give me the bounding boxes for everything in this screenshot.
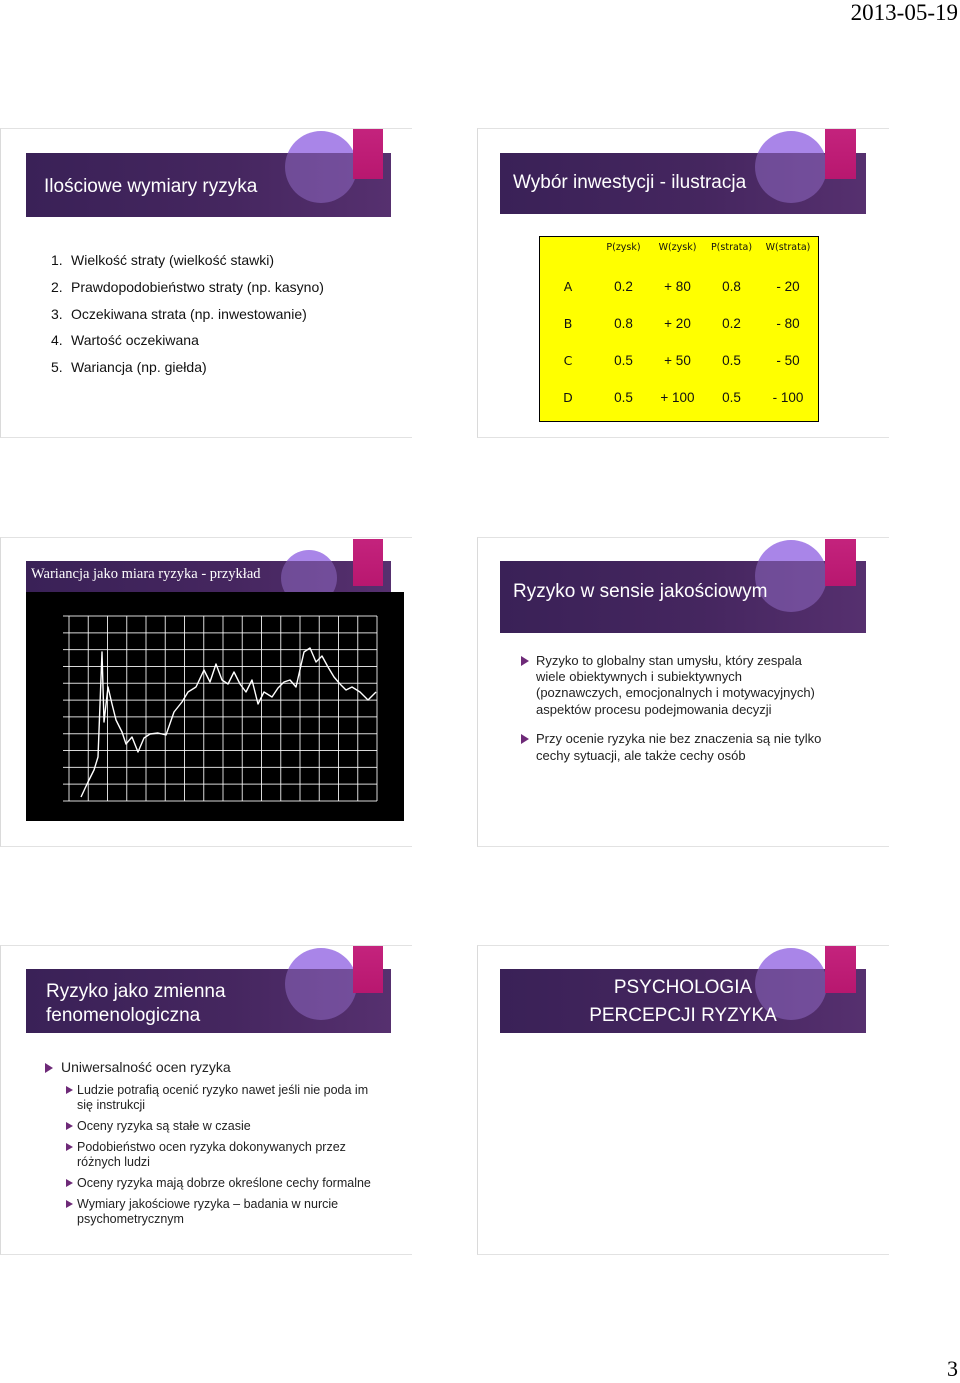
slide-title-bar — [26, 153, 391, 217]
sub-bullet-text-line: Ludzie potrafią ocenić ryzyko nawet jeśli nie poda im — [77, 1082, 369, 1097]
slide-quantitative-dimensions — [0, 128, 412, 438]
decorative-circle-overlap — [281, 561, 337, 593]
table-cell: - 80 — [776, 316, 800, 331]
accent-square — [353, 946, 383, 993]
slide-title-line: PERCEPCJI RYZYKA — [589, 1005, 777, 1026]
page-number: 3 — [947, 1356, 958, 1381]
sub-bullet-text-line: Podobieństwo ocen ryzyka dokonywanych przez — [77, 1139, 346, 1154]
decorative-circle-overlap — [285, 153, 357, 203]
sub-bullet-text-line: różnych ludzi — [77, 1154, 150, 1169]
sub-bullet-text-line: Oceny ryzyka są stałe w czasie — [77, 1118, 251, 1133]
slide-title-bar — [26, 969, 391, 1033]
list-item: Prawdopodobieństwo straty (np. kasyno) — [71, 279, 324, 295]
list-item: Wariancja (np. giełda) — [71, 359, 207, 375]
table-cell: 0.8 — [614, 316, 633, 331]
page-date: 2013-05-19 — [850, 0, 958, 25]
bullet-text-line: cechy sytuacji, ale także cechy osób — [536, 748, 746, 763]
table-header-blank — [540, 237, 596, 268]
bullet-text-line: wiele obiektywnych i subiektywnych — [536, 669, 742, 684]
sub-bullet-arrow-icon — [66, 1122, 73, 1130]
slide-title: Wariancja jako miara ryzyka - przykład — [31, 566, 261, 582]
slide-title: Ilościowe wymiary ryzyka — [44, 176, 258, 197]
sub-bullet-arrow-icon — [66, 1143, 73, 1151]
sub-bullet-arrow-icon — [66, 1086, 73, 1094]
investment-table — [539, 236, 819, 422]
table-cell: + 50 — [664, 353, 691, 368]
slide-title: Ryzyko w sensie jakościowym — [513, 581, 768, 602]
slide-investment-choice — [477, 128, 889, 438]
slide-title-bar — [500, 969, 866, 1033]
bullet-text-line: aspektów procesu podejmowania decyzji — [536, 702, 772, 717]
sub-bullet-arrow-icon — [66, 1179, 73, 1187]
table-row-label: D — [563, 390, 573, 405]
accent-square — [825, 129, 856, 179]
table-cell: 0.2 — [722, 316, 741, 331]
slide-phenomenological-risk — [0, 945, 412, 1255]
variance-chart-image — [26, 592, 404, 821]
bullet-text-line: Uniwersalność ocen ryzyka — [61, 1059, 231, 1075]
table-row-label: B — [563, 316, 573, 331]
sub-bullet-arrow-icon — [66, 1200, 73, 1208]
bullet-arrow-icon — [521, 734, 529, 744]
table-cell: + 80 — [664, 279, 691, 294]
bullet-text-line: Przy ocenie ryzyka nie bez znaczenia są nie tylko — [536, 731, 822, 746]
sub-bullet-text-line: się instrukcji — [77, 1097, 146, 1112]
list-item-number: 3. — [51, 306, 63, 322]
list-item-number: 2. — [51, 279, 63, 295]
bullet-arrow-icon — [45, 1063, 53, 1073]
bullet-text-line: (poznawczych, emocjonalnych i motywacyjnych) — [536, 685, 815, 700]
accent-square — [353, 539, 383, 586]
table-cell: 0.5 — [614, 390, 633, 405]
table-header: P(zysk) — [606, 242, 641, 253]
list-item: Oczekiwana strata (np. inwestowanie) — [71, 306, 307, 322]
accent-square — [825, 539, 856, 586]
bullet-arrow-icon — [521, 656, 529, 666]
list-item-number: 4. — [51, 332, 63, 348]
decorative-circle-overlap — [755, 153, 827, 203]
list-item: Wielkość straty (wielkość stawki) — [71, 252, 275, 268]
chart-grid — [63, 616, 377, 801]
table-cell: - 100 — [772, 390, 804, 405]
slide-variance-example — [0, 537, 412, 847]
sub-bullet-text-line: psychometrycznym — [77, 1211, 184, 1226]
table-cell: - 50 — [776, 353, 800, 368]
list-item-number: 1. — [51, 252, 63, 268]
slide-title: Wybór inwestycji - ilustracja — [513, 172, 747, 193]
slide-title-bar — [26, 561, 391, 593]
table-row-label: C — [563, 353, 573, 368]
slide-risk-perception-psychology — [477, 945, 889, 1255]
sub-bullet-text-line: Oceny ryzyka mają dobrze określone cechy formalne — [77, 1175, 371, 1190]
decorative-circle-overlap — [285, 969, 357, 1020]
table-row-label: A — [563, 279, 573, 294]
slide-qualitative-risk — [477, 537, 889, 847]
slide-title-line: Ryzyko jako zmienna — [46, 981, 226, 1002]
bullet-text-line: Ryzyko to globalny stan umysłu, który zespala — [536, 653, 802, 668]
table-cell: 0.5 — [614, 353, 633, 368]
table-header: P(strata) — [710, 242, 753, 253]
table-cell: 0.2 — [614, 279, 633, 294]
table-header: W(strata) — [765, 242, 811, 253]
table-cell: 0.5 — [722, 390, 741, 405]
slide-title-bar — [500, 561, 866, 633]
table-cell: + 100 — [660, 390, 695, 405]
list-item-number: 5. — [51, 359, 63, 375]
table-cell: + 20 — [664, 316, 691, 331]
slide-title-line: PSYCHOLOGIA — [613, 977, 753, 998]
list-item: Wartość oczekiwana — [71, 332, 199, 348]
table-header: W(zysk) — [658, 242, 697, 253]
accent-square — [825, 946, 856, 993]
table-cell: 0.5 — [722, 353, 741, 368]
variance-chart — [26, 592, 404, 821]
table-cell: 0.8 — [722, 279, 741, 294]
slide-title-line: fenomenologiczna — [46, 1005, 201, 1026]
sub-bullet-text-line: Wymiary jakościowe ryzyka – badania w nurcie — [77, 1196, 339, 1211]
slide-title-bar — [500, 153, 866, 214]
variance-line — [81, 648, 376, 797]
accent-square — [353, 129, 383, 179]
table-cell: - 20 — [776, 279, 800, 294]
